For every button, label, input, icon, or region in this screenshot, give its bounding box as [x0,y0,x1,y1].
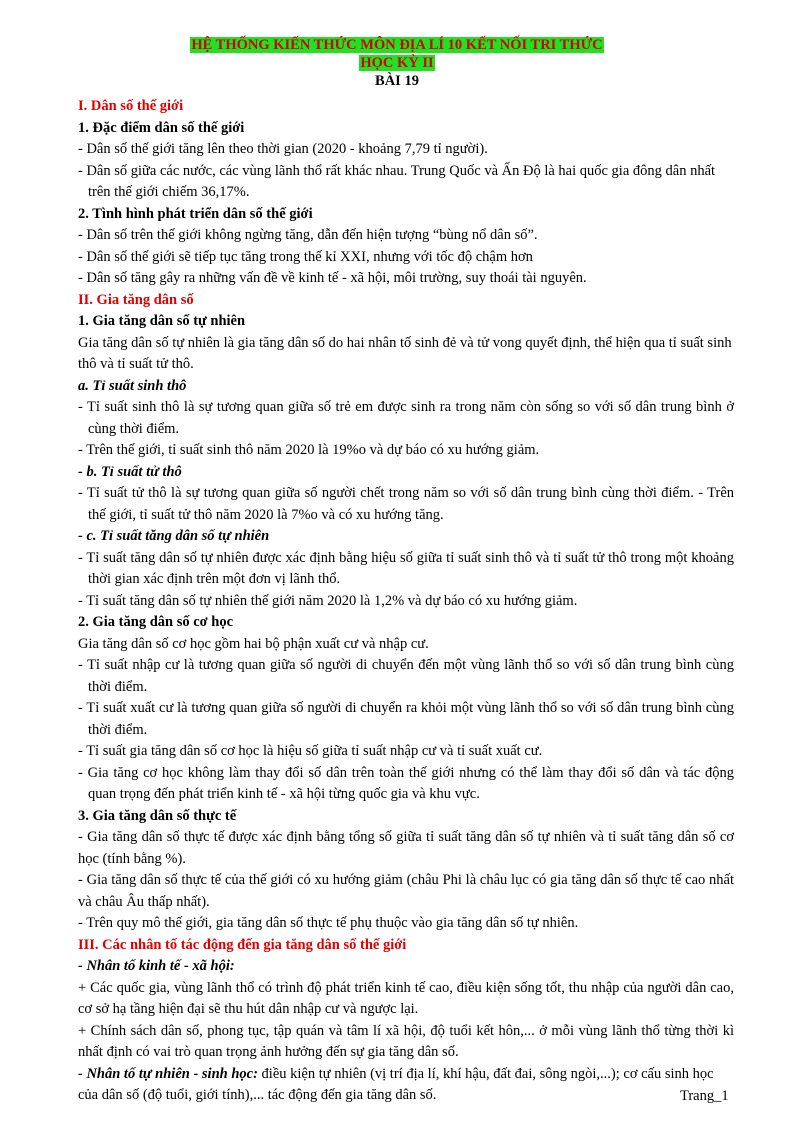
paragraph: + Chính sách dân số, phong tục, tập quán và tâm lí xã hội, độ tuổi kết hôn,... ở mỗi vùng lãnh thổ từng thời kì nhất định có vai trò quan trọng ảnh hưởng đến sự gia tăng dân số. [78,1022,734,1060]
paragraph: 1. Gia tăng dân số tự nhiên [78,313,246,329]
paragraph: - Tỉ suất sinh thô là sự tương quan giữa số trẻ em được sinh ra trong năm còn sống so với số dân trung bình ở cùng thời điểm. [78,399,734,437]
paragraph: Gia tăng dân số tự nhiên là gia tăng dân số do hai nhân tố sinh đẻ và tử vong quyết định, thể hiện qua tỉ suất sinh thô và tỉ suất tử thô. [78,334,732,372]
paragraph: - Gia tăng dân số thực tế được xác định bằng tổng số giữa tỉ suất tăng dân số tự nhiên và tỉ suất tăng dân số cơ học (tính bằng %). [78,829,734,867]
document-body [78,96,734,1107]
paragraph-text: điều kiện tự nhiên (vị trí địa lí, khí hậu, đất đai, sông ngòi,...); cơ cấu sinh học của dân số (độ tuổi, giới tính),... tác động đến gia tăng dân số. [78,1065,714,1103]
paragraph: II. Gia tăng dân số [78,291,194,308]
lesson-label: BÀI 19 [375,73,419,89]
paragraph-lead: - Nhân tố tự nhiên - sinh học: [78,1065,258,1082]
paragraph: - b. Tỉ suất tử thô [78,463,182,480]
paragraph: + Các quốc gia, vùng lãnh thổ có trình độ phát triển kinh tế cao, điều kiện sống tốt, thu nhập của người dân cao, cơ sở hạ tầng hiện đại sẽ thu hút dân nhập cư và ngược lại. [78,979,734,1017]
paragraph [78,1064,734,1107]
term-label: HỌC KỲ II [360,55,434,71]
paragraph: - Dân số thế giới sẽ tiếp tục tăng trong thế kỉ XXI, nhưng với tốc độ chậm hơn [78,248,533,265]
paragraph: I. Dân số thế giới [78,98,184,114]
paragraph: - c. Tỉ suất tăng dân số tự nhiên [78,528,270,544]
document-header [0,36,794,90]
paragraph: - Trên thế giới, tỉ suất sinh thô năm 2020 là 19%o và dự báo có xu hướng giảm. [78,442,540,458]
paragraph: a. Tỉ suất sinh thô [78,377,187,394]
paragraph: - Gia tăng dân số thực tế của thế giới có xu hướng giảm (châu Phi là châu lục có gia tăng dân số thực tế cao nhất và châu Âu thấp nhất). [78,872,734,910]
paragraph: - Dân số thế giới tăng lên theo thời gian (2020 - khoảng 7,79 tỉ người). [78,141,488,157]
paragraph: - Tỉ suất gia tăng dân số cơ học là hiệu số giữa tỉ suất nhập cư và tỉ suất xuất cư. [78,743,543,759]
paragraph: 1. Đặc điểm dân số thế giới [78,119,245,136]
paragraph: - Dân số trên thế giới không ngừng tăng, dẫn đến hiện tượng “bùng nổ dân số”. [78,227,538,243]
page-number: Trang_1 [680,1088,729,1104]
paragraph: 2. Gia tăng dân số cơ học [78,614,234,630]
paragraph: 2. Tình hình phát triển dân số thế giới [78,205,313,222]
paragraph: - Tỉ suất xuất cư là tương quan giữa số người di chuyển ra khỏi một vùng lãnh thổ so với số dân trung bình cùng thời điểm. [78,700,734,738]
paragraph: 3. Gia tăng dân số thực tế [78,807,237,824]
paragraph: - Dân số tăng gây ra những vấn đề về kinh tế - xã hội, môi trường, suy thoái tài nguyên. [78,270,587,286]
paragraph: Gia tăng dân số cơ học gồm hai bộ phận xuất cư và nhập cư. [78,635,429,652]
paragraph: - Trên quy mô thế giới, gia tăng dân số thực tế phụ thuộc vào gia tăng dân số tự nhiên. [78,915,579,931]
paragraph: - Dân số giữa các nước, các vùng lãnh thổ rất khác nhau. Trung Quốc và Ấn Độ là hai quốc gia đông dân nhất trên thế giới chiếm 36,17%. [78,162,716,200]
paragraph: III. Các nhân tố tác động đến gia tăng dân số thế giới [78,936,407,953]
document-title: HỆ THỐNG KIẾN THỨC MÔN ĐỊA LÍ 10 KẾT NỐI TRI THỨC [191,37,603,53]
paragraph: - Tỉ suất tăng dân số tự nhiên thế giới năm 2020 là 1,2% và dự báo có xu hướng giảm. [78,592,578,609]
paragraph: - Tỉ suất tăng dân số tự nhiên được xác định bằng hiệu số giữa tỉ suất sinh thô và tỉ suất tử thô trong một khoảng thời gian xác định trên một đơn vị lãnh thổ. [78,549,734,587]
paragraph: - Tỉ suất tử thô là sự tương quan giữa số người chết trong năm so với số dân trung bình cùng thời điểm. - Trên thế giới, tỉ suất tử thô năm 2020 là 7%o và có xu hướng tăng. [78,485,734,523]
paragraph: - Nhân tố kinh tế - xã hội: [78,958,235,974]
paragraph: - Tỉ suất nhập cư là tương quan giữa số người di chuyển đến một vùng lãnh thổ so với số dân trung bình cùng thời điểm. [78,657,734,695]
paragraph: - Gia tăng cơ học không làm thay đổi số dân trên toàn thế giới nhưng có thể làm thay đổi số dân và tác động quan trọng đến phát triển kinh tế - xã hội từng quốc gia và khu vực. [78,764,734,802]
